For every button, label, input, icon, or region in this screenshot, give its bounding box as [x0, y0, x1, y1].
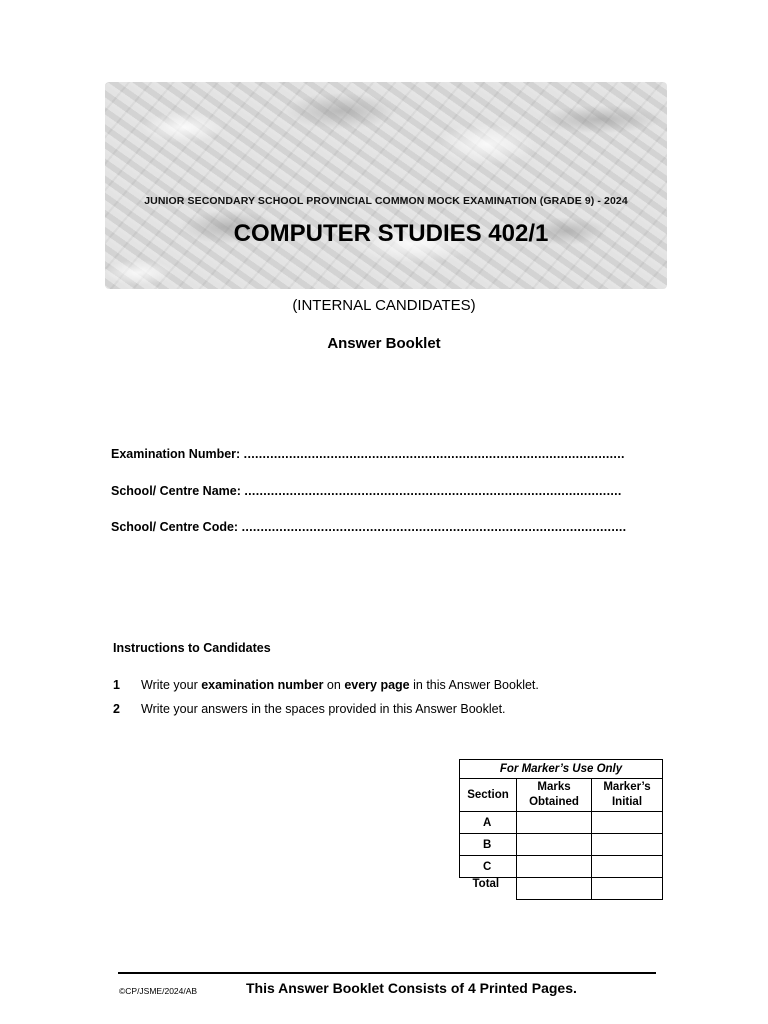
field-label: School/ Centre Code:: [111, 520, 239, 534]
instruction-emphasis: examination number: [201, 678, 324, 692]
marks-cell[interactable]: [517, 834, 592, 856]
field-label: School/ Centre Name:: [111, 484, 241, 498]
footer-divider: [118, 972, 656, 974]
instructions-heading: Instructions to Candidates: [113, 641, 271, 655]
initial-cell[interactable]: [592, 834, 663, 856]
total-marks-cell[interactable]: [517, 878, 592, 900]
field-label: Examination Number:: [111, 447, 241, 461]
field-dots: ....................................................................................................: [244, 484, 622, 498]
school-centre-code-field[interactable]: [111, 520, 657, 534]
instruction-item: [113, 678, 539, 692]
marks-obtained-header: Marks Obtained: [517, 779, 592, 812]
section-label: C: [460, 856, 517, 878]
section-label: B: [460, 834, 517, 856]
title-banner: [105, 82, 667, 289]
marks-cell[interactable]: [517, 812, 592, 834]
marks-cell[interactable]: [517, 856, 592, 878]
initial-cell[interactable]: [592, 856, 663, 878]
marker-use-table: [459, 759, 663, 900]
examination-number-field[interactable]: [111, 447, 657, 461]
booklet-title: Answer Booklet: [327, 335, 441, 352]
instruction-number: 1: [113, 678, 120, 692]
subject-title: COMPUTER STUDIES 402/1: [233, 220, 549, 247]
instruction-text: on: [323, 678, 345, 692]
printed-pages-note: This Answer Booklet Consists of 4 Printed Pages.: [246, 980, 577, 996]
instruction-emphasis: every page: [344, 678, 410, 692]
instruction-text: in this Answer Booklet.: [409, 678, 539, 692]
section-label: A: [460, 812, 517, 834]
field-dots: ......................................................................................................: [241, 520, 627, 534]
section-header: Section: [460, 779, 517, 812]
markers-initial-header: Marker’s Initial: [592, 779, 663, 812]
instruction-text: Write your: [141, 678, 202, 692]
document-code: ©CP/JSME/2024/AB: [119, 986, 198, 996]
table-caption: For Marker’s Use Only: [460, 760, 663, 779]
initial-cell[interactable]: [592, 812, 663, 834]
field-dots: .....................................................................................................: [243, 447, 625, 461]
school-centre-name-field[interactable]: [111, 484, 657, 498]
exam-subtitle: JUNIOR SECONDARY SCHOOL PROVINCIAL COMMON MOCK EXAMINATION (GRADE 9) - 2024: [144, 195, 628, 207]
total-label: Total: [472, 878, 500, 890]
instruction-number: 2: [113, 702, 120, 716]
candidates-label: (INTERNAL CANDIDATES): [292, 297, 476, 314]
instruction-item: [113, 702, 506, 716]
total-initial-cell[interactable]: [592, 878, 663, 900]
instruction-text: Write your answers in the spaces provided in this Answer Booklet.: [141, 702, 506, 716]
